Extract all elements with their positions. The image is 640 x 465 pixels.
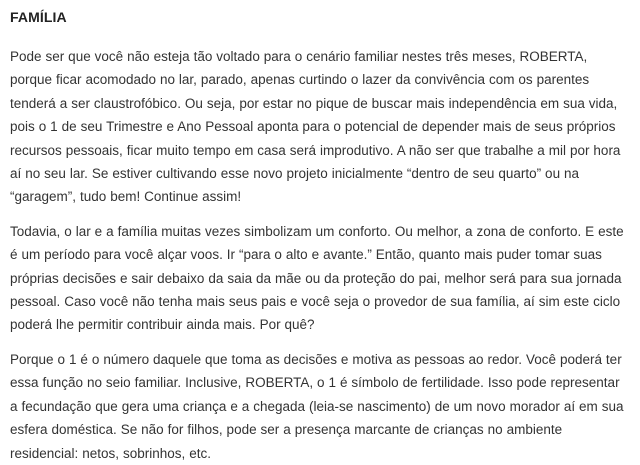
paragraph-3: Porque o 1 é o número daquele que toma as decisões e motiva as pessoas ao redor. Você poderá ter essa função no seio familiar. Inclusive, ROBERTA, o 1 é símbolo de fertilidade. Isso pode representar a fecundação que gera uma criança e a chegada (leia-se nascimento) de um novo morador aí em sua esfera doméstica. Se não for filhos, pode ser a presença marcante de crianças no ambiente residencial: netos, sobrinhos, etc.: [10, 351, 624, 461]
paragraph-1: Pode ser que você não esteja tão voltado para o cenário familiar nestes três meses, ROBERTA, porque ficar acomodado no lar, parado, apenas curtindo o lazer da convivência com os parentes tenderá a ser claustrofóbico. Ou seja, por estar no pique de buscar mais independência em sua vida, pois o 1 de seu Trimestre e Ano Pessoal aponta para o potencial de depender mais de seus próprios recursos pessoais, ficar muito tempo em casa será improdutivo. A não ser que trabalhe a mil por hora aí no seu lar. Se estiver cultivando esse novo projeto inicialmente “dentro de seu quarto” ou na “garagem”, tudo bem! Continue assim!: [10, 49, 621, 205]
section-title: FAMÍLIA: [10, 9, 67, 25]
paragraph-2: Todavia, o lar e a família muitas vezes simbolizam um conforto. Ou melhor, a zona de conforto. E este é um período para você alçar voos. Ir “para o alto e avante.” Então, quanto mais puder tomar suas próprias decisões e sair debaixo da saia da mãe ou da proteção do pai, melhor será para sua jornada pessoal. Caso você não tenha mais seus pais e você seja o provedor de sua família, aí sim este ciclo poderá lhe permitir contribuir ainda mais. Por quê?: [10, 223, 624, 333]
